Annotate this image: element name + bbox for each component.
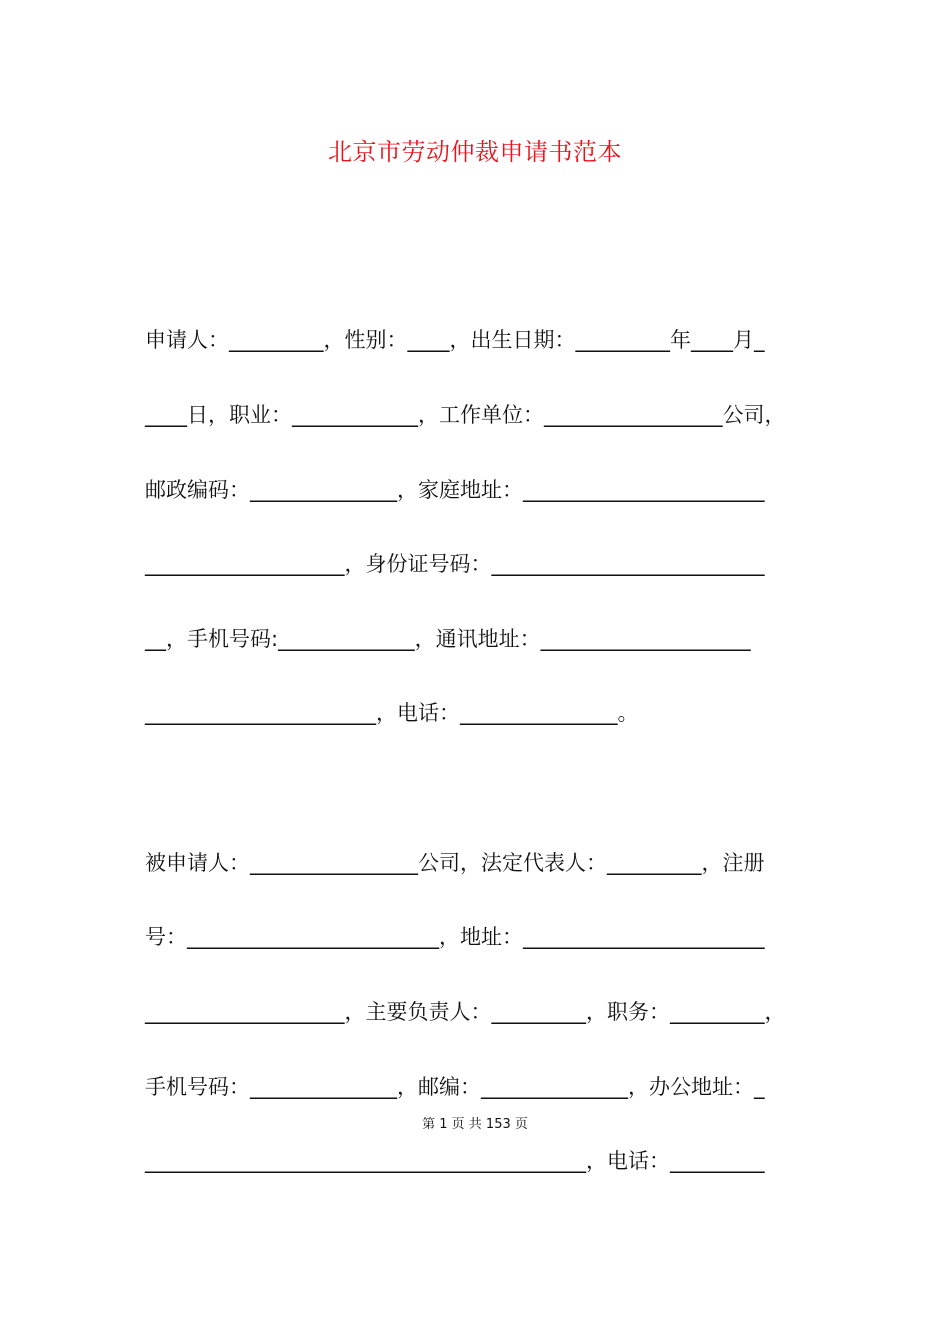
respondent-line-1: 被申请人：________________公司，法定代表人：_________，注册	[145, 851, 765, 875]
applicant-line-4: ___________________，身份证号码：__________________________	[145, 552, 765, 576]
applicant-line-2: ____日，职业：____________，工作单位：_________________公司，	[145, 403, 786, 427]
respondent-line-5: __________________________________________，电话：_________	[145, 1149, 765, 1173]
applicant-line-1: 申请人：_________，性别：____，出生日期：_________年____月_	[145, 328, 765, 352]
respondent-line-3: ___________________，主要负责人：_________，职务：_________，	[145, 1000, 786, 1024]
page-footer: 第 1 页 共 153 页	[422, 1117, 528, 1132]
respondent-line-2: 号：________________________，地址：_______________________	[145, 925, 765, 949]
applicant-line-5: __，手机号码:_____________，通讯地址：____________________	[145, 627, 751, 651]
document-title: 北京市劳动仲裁申请书范本	[328, 138, 622, 166]
applicant-line-6: ______________________，电话：_______________。	[145, 701, 639, 725]
respondent-line-4: 手机号码：______________，邮编：______________，办公地址：_	[145, 1075, 765, 1099]
applicant-line-3: 邮政编码：______________，家庭地址：_______________________	[145, 478, 765, 502]
